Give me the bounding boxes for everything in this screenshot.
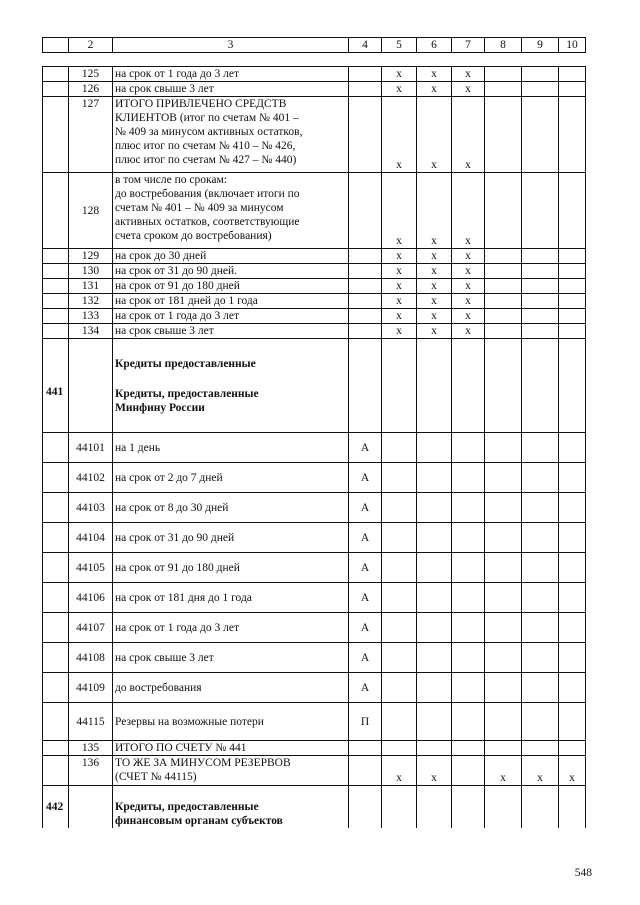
header-cell: 6 — [417, 38, 452, 53]
mark-cell: х — [382, 82, 417, 97]
account-code: 44115 — [69, 703, 113, 741]
mark-cell: х — [417, 309, 452, 324]
table-row — [43, 741, 586, 756]
account-row — [43, 523, 586, 553]
account-text: на 1 день — [113, 433, 349, 463]
account-type: А — [349, 463, 382, 493]
mark-cell: х — [417, 249, 452, 264]
mark-cell: х — [417, 279, 452, 294]
row-number: 125 — [69, 67, 113, 82]
account-code: 44105 — [69, 553, 113, 583]
row-text: на срок свыше 3 лет — [113, 82, 349, 97]
row-text-line: счетам № 401 – № 409 за минусом — [115, 202, 284, 214]
account-text: на срок от 1 года до 3 лет — [113, 613, 349, 643]
account-type: А — [349, 433, 382, 463]
mark-cell: х — [417, 82, 452, 97]
account-row — [43, 643, 586, 673]
row-text-line: № 409 за минусом активных остатков, — [115, 126, 303, 138]
section-header-row — [43, 339, 586, 433]
row-text: на срок от 181 дней до 1 года — [113, 294, 349, 309]
mark-cell: х — [382, 173, 417, 249]
row-number: 131 — [69, 279, 113, 294]
account-text: до востребования — [113, 673, 349, 703]
table-row — [43, 97, 586, 173]
account-text: на срок от 181 дня до 1 года — [113, 583, 349, 613]
row-text-block — [113, 756, 349, 786]
section-title-line: финансовым органам субъектов — [115, 814, 283, 827]
account-code: 44109 — [69, 673, 113, 703]
mark-cell: х — [382, 249, 417, 264]
mark-cell: х — [485, 756, 522, 786]
mark-cell: х — [417, 294, 452, 309]
mark-cell: х — [417, 67, 452, 82]
account-type: А — [349, 523, 382, 553]
row-text-line: счета сроком до востребования) — [115, 230, 272, 242]
table-row — [43, 264, 586, 279]
account-code: 44101 — [69, 433, 113, 463]
mark-cell: х — [522, 756, 559, 786]
header-cell: 5 — [382, 38, 417, 53]
account-row — [43, 553, 586, 583]
mark-cell: х — [452, 294, 485, 309]
table-row — [43, 294, 586, 309]
account-code: 44103 — [69, 493, 113, 523]
row-number: 129 — [69, 249, 113, 264]
mark-cell: х — [452, 249, 485, 264]
row-text-line: ИТОГО ПРИВЛЕЧЕНО СРЕДСТВ — [115, 98, 287, 110]
row-number: 130 — [69, 264, 113, 279]
account-row — [43, 703, 586, 741]
row-text-line: активных остатков, соответствующие — [115, 216, 300, 228]
section-header-row — [43, 786, 586, 828]
row-text-line: до востребования (включает итоги по — [115, 188, 300, 200]
account-code: 44107 — [69, 613, 113, 643]
account-code: 44102 — [69, 463, 113, 493]
header-cell: 8 — [485, 38, 522, 53]
mark-cell: х — [452, 309, 485, 324]
table-row — [43, 309, 586, 324]
table-row — [43, 173, 586, 249]
mark-cell: х — [452, 264, 485, 279]
row-text-line: КЛИЕНТОВ (итог по счетам № 401 – — [115, 112, 299, 124]
row-text-line: плюс итог по счетам № 410 – № 426, — [115, 140, 296, 152]
mark-cell: х — [417, 756, 452, 786]
column-header-table — [42, 37, 586, 53]
account-text: на срок от 2 до 7 дней — [113, 463, 349, 493]
account-row — [43, 463, 586, 493]
row-text-line: плюс итог по счетам № 427 – № 440) — [115, 154, 297, 166]
row-number: 133 — [69, 309, 113, 324]
mark-cell: х — [452, 324, 485, 339]
row-text: на срок от 91 до 180 дней — [113, 279, 349, 294]
account-number: 441 — [43, 339, 69, 433]
account-row — [43, 673, 586, 703]
account-row — [43, 613, 586, 643]
mark-cell: х — [417, 264, 452, 279]
header-cell: 9 — [522, 38, 559, 53]
account-code: 44108 — [69, 643, 113, 673]
header-cell: 7 — [452, 38, 485, 53]
account-row — [43, 433, 586, 463]
row-text: на срок от 31 до 90 дней. — [113, 264, 349, 279]
mark-cell: х — [452, 82, 485, 97]
mark-cell: х — [452, 279, 485, 294]
mark-cell: х — [452, 97, 485, 173]
row-number: 134 — [69, 324, 113, 339]
table-row — [43, 82, 586, 97]
account-text: на срок свыше 3 лет — [113, 643, 349, 673]
account-row — [43, 583, 586, 613]
account-number: 442 — [43, 786, 69, 828]
row-text-line: ТО ЖЕ ЗА МИНУСОМ РЕЗЕРВОВ — [115, 757, 291, 769]
mark-cell: х — [382, 97, 417, 173]
header-cell: 2 — [69, 38, 113, 53]
mark-cell: х — [417, 324, 452, 339]
table-row — [43, 249, 586, 264]
account-row — [43, 493, 586, 523]
table-row — [43, 756, 586, 786]
mark-cell: х — [382, 67, 417, 82]
row-text: на срок от 1 года до 3 лет — [113, 309, 349, 324]
mark-cell: х — [382, 264, 417, 279]
header-cell: 3 — [113, 38, 349, 53]
column-header-row — [43, 38, 586, 53]
section-title-block — [113, 786, 349, 828]
row-text: на срок от 1 года до 3 лет — [113, 67, 349, 82]
account-text: на срок от 91 до 180 дней — [113, 553, 349, 583]
account-text: на срок от 31 до 90 дней — [113, 523, 349, 553]
row-text-line: (СЧЕТ № 44115) — [115, 771, 197, 783]
account-text: на срок от 8 до 30 дней — [113, 493, 349, 523]
account-type: А — [349, 583, 382, 613]
account-type: А — [349, 613, 382, 643]
row-number: 126 — [69, 82, 113, 97]
table-row — [43, 67, 586, 82]
account-type: А — [349, 673, 382, 703]
mark-cell: х — [452, 173, 485, 249]
header-cell — [43, 38, 69, 53]
header-cell: 10 — [559, 38, 586, 53]
page-number: 548 — [574, 867, 592, 879]
account-text: Резервы на возможные потери — [113, 703, 349, 741]
row-text: ИТОГО ПО СЧЕТУ № 441 — [113, 741, 349, 756]
mark-cell: х — [417, 173, 452, 249]
account-code: 44104 — [69, 523, 113, 553]
mark-cell: х — [382, 756, 417, 786]
table-row — [43, 324, 586, 339]
report-table — [42, 66, 586, 828]
table-row — [43, 279, 586, 294]
account-type: А — [349, 553, 382, 583]
section-title: Кредиты предоставленные — [115, 357, 256, 370]
mark-cell: х — [382, 279, 417, 294]
header-cell: 4 — [349, 38, 382, 53]
section-title-block — [113, 339, 349, 433]
mark-cell: х — [382, 309, 417, 324]
row-text-block — [113, 97, 349, 173]
account-code: 44106 — [69, 583, 113, 613]
row-number: 128 — [69, 173, 113, 249]
row-text-block — [113, 173, 349, 249]
mark-cell: х — [382, 324, 417, 339]
section-subtitle-line: Кредиты, предоставленные — [115, 387, 259, 400]
account-type: А — [349, 493, 382, 523]
mark-cell: х — [382, 294, 417, 309]
row-text-line: в том числе по срокам: — [115, 174, 227, 186]
row-number: 136 — [69, 756, 113, 786]
mark-cell: х — [417, 97, 452, 173]
account-type: А — [349, 643, 382, 673]
row-number: 132 — [69, 294, 113, 309]
row-number: 127 — [69, 97, 113, 173]
mark-cell: х — [452, 67, 485, 82]
section-subtitle-line: Минфину России — [115, 401, 205, 414]
account-type: П — [349, 703, 382, 741]
section-title-line: Кредиты, предоставленные — [115, 800, 259, 813]
row-number: 135 — [69, 741, 113, 756]
row-text: на срок до 30 дней — [113, 249, 349, 264]
mark-cell: х — [559, 756, 586, 786]
row-text: на срок свыше 3 лет — [113, 324, 349, 339]
